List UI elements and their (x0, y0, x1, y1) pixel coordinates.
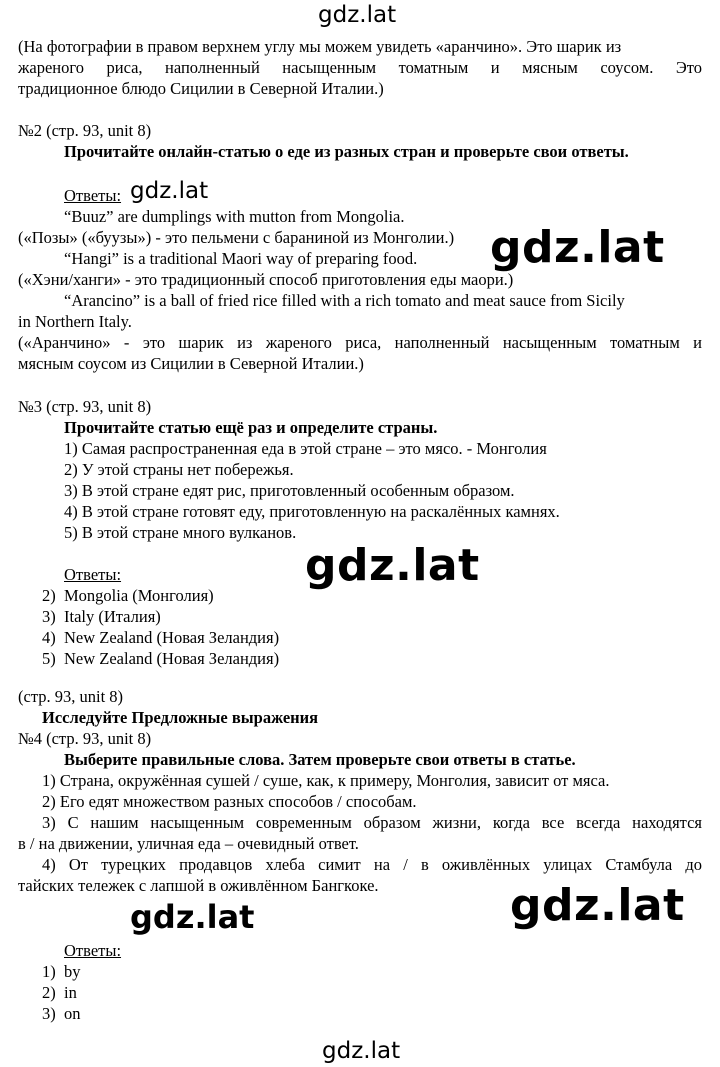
answer-number: 4) (42, 628, 56, 647)
task2-answers-label-row (18, 185, 702, 206)
task4-answer (18, 982, 702, 1003)
watermark-bottom: gdz.lat (322, 1038, 401, 1064)
task4-line: в / на движении, уличная еда – очевидный ответ. (18, 834, 359, 853)
task3-header: №3 (стр. 93, unit 8) (18, 397, 152, 416)
task2-line: («Позы» («буузы») - это пельмени с бараниной из Монголии.) (18, 228, 455, 247)
task4-header: №4 (стр. 93, unit 8) (18, 729, 152, 748)
intro-line: традиционное блюдо Сицилии в Северной Италии.) (18, 79, 384, 98)
answer-number: 2) (42, 983, 56, 1002)
task4-line: 2) Его едят множеством разных способов / способам. (42, 792, 417, 811)
task3-section (18, 396, 702, 669)
task2-line: “Buuz” are dumplings with mutton from Mongolia. (64, 207, 405, 226)
task2-line: “Arancino” is a ball of fried rice filled with a rich tomato and meat sauce from Sicily (64, 291, 625, 310)
task3-item: 4) В этой стране готовят еду, приготовленную на раскалённых камнях. (64, 502, 560, 521)
answer-text: by (64, 962, 81, 981)
section-header: (стр. 93, unit 8) (18, 687, 124, 706)
task4-line: 1) Страна, окружённая сушей / суше, как, к примеру, Монголия, зависит от мяса. (42, 771, 610, 790)
task4-answers-label-row (18, 940, 702, 961)
watermark-big-right: gdz.lat (490, 222, 665, 273)
task3-item: 3) В этой стране едят рис, приготовленный особенным образом. (64, 481, 515, 500)
task2-line: in Northern Italy. (18, 312, 132, 331)
answer-number: 2) (42, 586, 56, 605)
task2-line: («Аранчино» - это шарик из жареного риса, наполненный насыщенным томатным и (18, 333, 702, 352)
task4-answer (18, 1003, 702, 1024)
task3-answer (18, 585, 702, 606)
answer-text: in (64, 983, 77, 1002)
answer-text: New Zealand (Новая Зеландия) (64, 649, 280, 668)
task4-instruction (18, 749, 702, 770)
task3-instruction (18, 417, 702, 438)
task2-line: “Hangi” is a traditional Maori way of preparing food. (64, 249, 418, 268)
task3-instruction-text: Прочитайте статью ещё раз и определите страны. (64, 418, 438, 437)
answer-text: New Zealand (Новая Зеландия) (64, 628, 280, 647)
task3-answers-label-row (18, 564, 702, 585)
watermark-top: gdz.lat (318, 2, 397, 28)
task3-item: 1) Самая распространенная еда в этой стране – это мясо. - Монголия (64, 439, 547, 458)
intro-line: (На фотографии в правом верхнем углу мы можем увидеть «аранчино». Это шарик из (18, 37, 622, 56)
task2-section (18, 120, 702, 374)
task2-header: №2 (стр. 93, unit 8) (18, 121, 152, 140)
answer-text: Italy (Италия) (64, 607, 161, 626)
task4-section (18, 686, 702, 1024)
task4-line: 3) С нашим насыщенным современным образом жизни, когда все всегда находятся (42, 813, 702, 832)
answer-text: on (64, 1004, 81, 1023)
section-title (18, 707, 702, 728)
task3-item: 2) У этой страны нет побережья. (64, 460, 294, 479)
task4-line: 4) От турецких продавцов хлеба симит на / в оживлённых улицах Стамбула до (42, 855, 702, 874)
watermark-big-bottom-right: gdz.lat (510, 880, 685, 931)
task4-answer (18, 961, 702, 982)
task4-line: тайских тележек с лапшой в оживлённом Бангкоке. (18, 876, 379, 895)
section-title-text: Исследуйте Предложные выражения (42, 708, 319, 727)
task2-line: мясным соусом из Сицилии в Северной Италии.) (18, 354, 364, 373)
watermark-answers-inline: gdz.lat (130, 178, 209, 204)
task3-answer (18, 606, 702, 627)
answer-number: 5) (42, 649, 56, 668)
task2-line: («Хэни/ханги» - это традиционный способ приготовления еды маори.) (18, 270, 514, 289)
answer-number: 3) (42, 607, 56, 626)
task3-answer (18, 627, 702, 648)
task2-answers-label: Ответы: (64, 186, 122, 205)
task4-answers-label: Ответы: (64, 941, 122, 960)
watermark-big-center: gdz.lat (305, 540, 480, 591)
task3-answers-label: Ответы: (64, 565, 122, 584)
intro-paragraph (18, 36, 702, 99)
task3-item: 5) В этой стране много вулканов. (64, 523, 297, 542)
task2-instruction (18, 141, 702, 162)
intro-line: жареного риса, наполненный насыщенным томатным и мясным соусом. Это (18, 58, 702, 77)
task4-instruction-text: Выберите правильные слова. Затем проверьте свои ответы в статье. (64, 750, 576, 769)
task2-instruction-text: Прочитайте онлайн-статью о еде из разных стран и проверьте свои ответы. (64, 142, 629, 161)
answer-text: Mongolia (Монголия) (64, 586, 214, 605)
answer-number: 1) (42, 962, 56, 981)
watermark-mid-left: gdz.lat (130, 898, 255, 936)
task3-answer (18, 648, 702, 669)
answer-number: 3) (42, 1004, 56, 1023)
